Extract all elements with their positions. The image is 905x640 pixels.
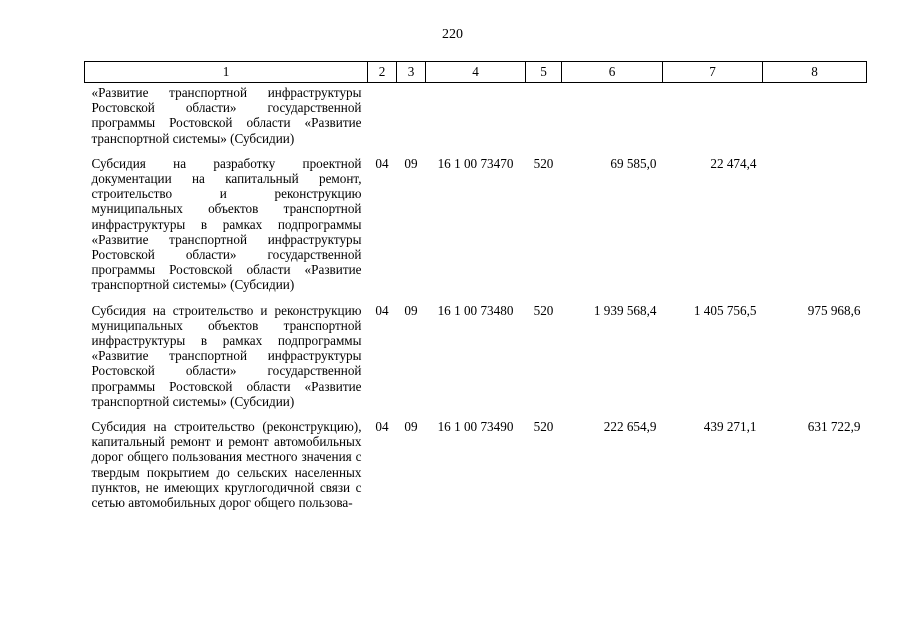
table-row (85, 83, 867, 146)
row-amount-2: 22 474,4 (710, 155, 757, 171)
row-amount-3: 975 968,6 (807, 302, 861, 318)
header-col-4: 4 (426, 62, 526, 83)
table-row (85, 293, 867, 409)
header-col-1: 1 (85, 62, 368, 83)
row-expense-type: 520 (533, 302, 554, 318)
row-description: Субсидия на строительство (реконструкцию), капитальный ремонт и ремонт автомобильных дорог общего пользования местного значения с твердым покрытием до сельских населенных пунктов, не имеющих круглогодичной связи с сетью автомобильных дорог общего пользова- (91, 419, 362, 511)
row-expense-type (526, 83, 562, 146)
header-col-5: 5 (526, 62, 562, 83)
table-row (85, 409, 867, 510)
row-amount-1: 1 939 568,4 (593, 302, 657, 318)
header-col-7: 7 (663, 62, 763, 83)
row-target-article: 16 1 00 73470 (437, 155, 514, 171)
row-description: Субсидия на строительство и реконструкцию муниципальных объектов транспортной инфраструктуры в рамках подпрограммы «Развитие транспортной инфраструктуры Ростовской области» государственной программы Ростовской области «Развитие транспортной системы» (Субсидии) (91, 302, 362, 409)
header-col-2: 2 (368, 62, 397, 83)
header-col-8: 8 (763, 62, 867, 83)
page-number: 220 (442, 27, 463, 42)
row-target-article: 16 1 00 73480 (437, 302, 514, 318)
row-subsection (397, 83, 426, 146)
budget-table (84, 61, 867, 510)
row-amount-1: 222 654,9 (603, 419, 657, 435)
row-amount-3 (763, 83, 867, 146)
header-row (85, 62, 867, 83)
row-amount-3: 631 722,9 (807, 419, 861, 435)
row-expense-type: 520 (533, 419, 554, 435)
header-col-3: 3 (397, 62, 426, 83)
header-col-6: 6 (562, 62, 663, 83)
row-description: «Развитие транспортной инфраструктуры Ростовской области» государственной программы Ростовской области «Развитие транспортной системы» (Субсидии) (91, 85, 362, 146)
row-section: 04 (375, 155, 389, 171)
table-body (85, 83, 867, 511)
row-description: Субсидия на разработку проектной документации на капитальный ремонт, строительство и реконструкцию муниципальных объектов транспортной инфраструктуры в рамках подпрограммы «Развитие транспортной инфраструктуры Ростовской области» государственной программы Ростовской области «Развитие транспортной системы» (Субсидии) (91, 155, 362, 293)
row-amount-2: 439 271,1 (703, 419, 757, 435)
row-section: 04 (375, 419, 389, 435)
row-amount-2 (663, 83, 763, 146)
row-section: 04 (375, 302, 389, 318)
row-expense-type: 520 (533, 155, 554, 171)
row-amount-2: 1 405 756,5 (693, 302, 757, 318)
row-amount-1: 69 585,0 (610, 155, 657, 171)
table-header (85, 62, 867, 83)
row-subsection: 09 (404, 302, 418, 318)
row-target-article: 16 1 00 73490 (437, 419, 514, 435)
row-subsection: 09 (404, 155, 418, 171)
row-amount-3 (763, 146, 867, 293)
row-subsection: 09 (404, 419, 418, 435)
row-section (368, 83, 397, 146)
table-row (85, 146, 867, 293)
row-target-article (426, 83, 526, 146)
row-amount-1 (562, 83, 663, 146)
